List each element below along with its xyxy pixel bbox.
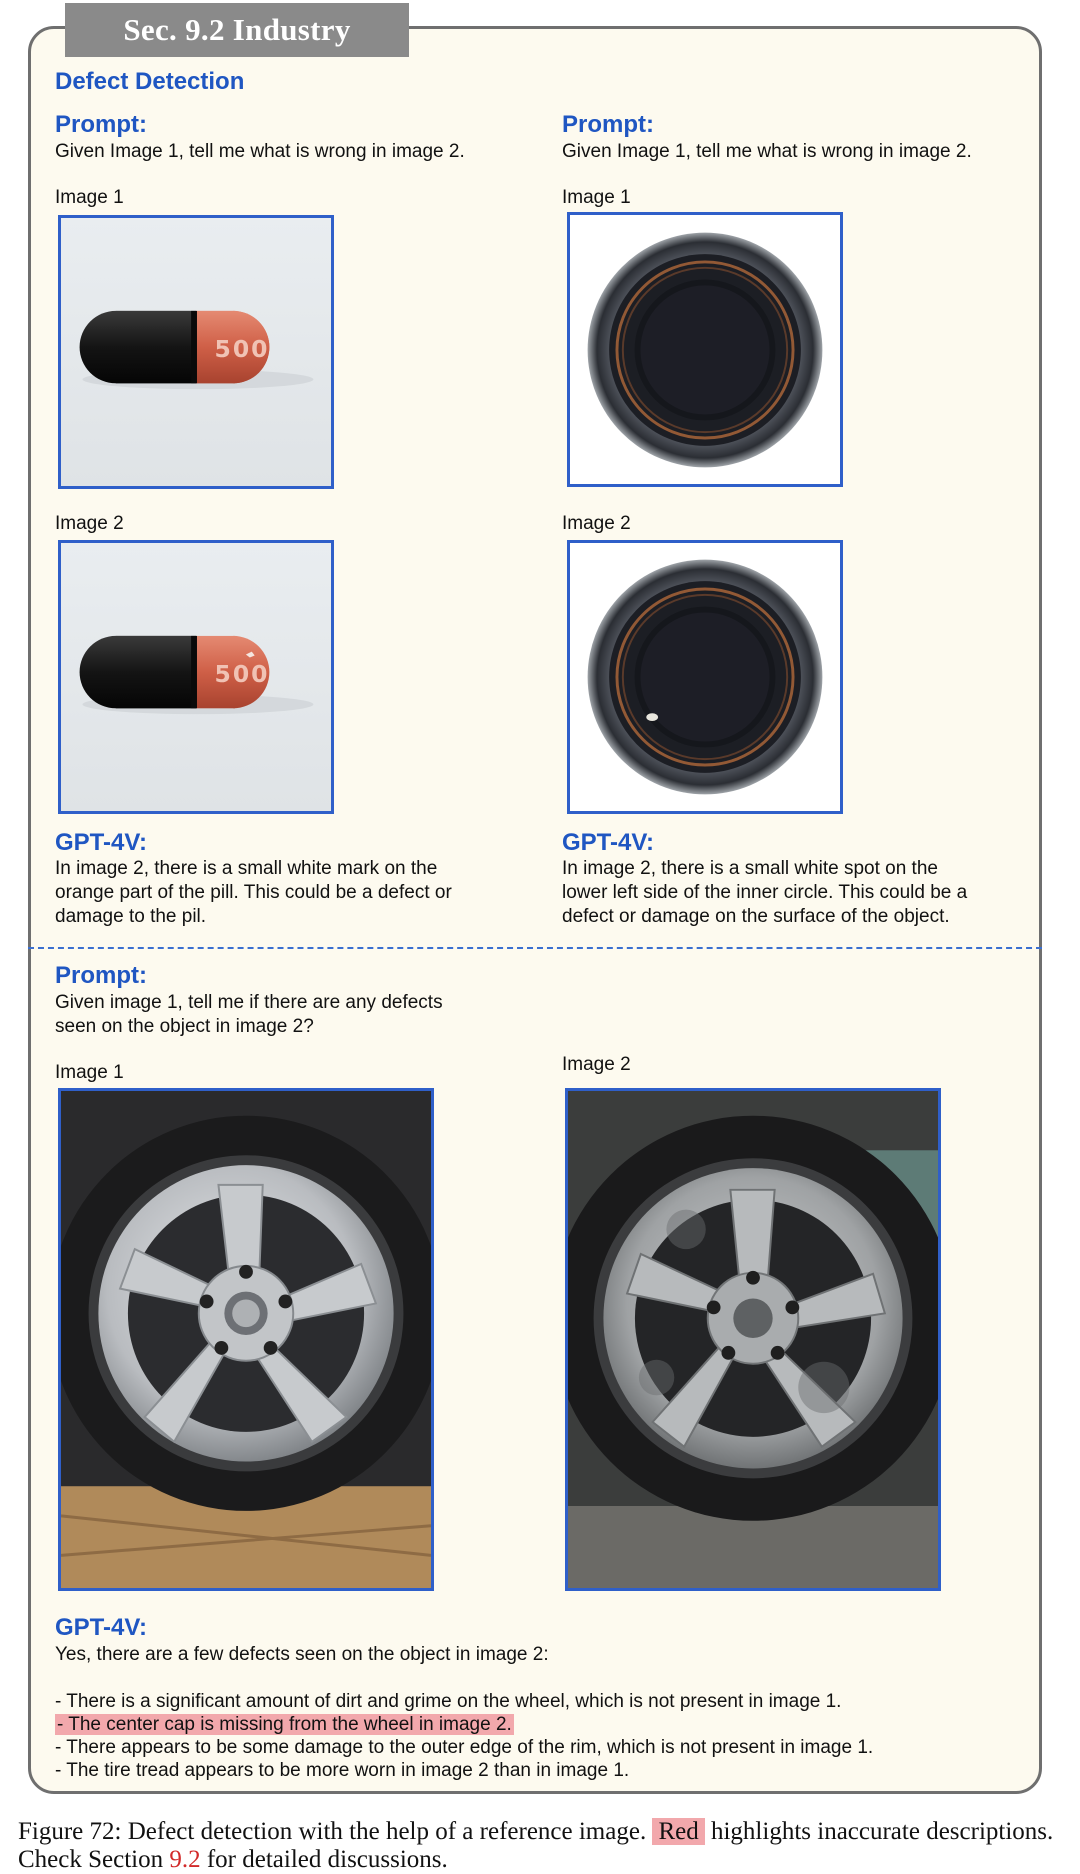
wheel-image-test — [565, 1088, 941, 1591]
response-intro-bottom: Yes, there are a few defects seen on the object in image 2: — [55, 1644, 549, 1665]
prompt-heading-right: Prompt: — [562, 111, 654, 138]
response-heading-bottom: GPT-4V: — [55, 1614, 148, 1641]
pill-image-reference — [58, 215, 334, 489]
response-heading-left: GPT-4V: — [55, 829, 148, 856]
image1-label-right: Image 1 — [562, 187, 631, 208]
image2-label-right: Image 2 — [562, 513, 631, 534]
image1-label-bottom: Image 1 — [55, 1062, 124, 1083]
caption-mid: highlights inaccurate descriptions. — [710, 1818, 1054, 1845]
ring-image-test — [567, 540, 843, 814]
caption-line2-prefix: Check Section — [18, 1846, 164, 1873]
caption-line-1 — [18, 1818, 1068, 1846]
image2-label-bottom: Image 2 — [562, 1054, 631, 1075]
prompt-line-bottom-2: seen on the object in image 2? — [55, 1016, 314, 1037]
inaccurate-highlight: - The center cap is missing from the wheel in image 2. — [57, 1714, 512, 1735]
defect-spot — [646, 713, 658, 721]
response-line-right-3: defect or damage on the surface of the object. — [562, 906, 950, 927]
prompt-heading-left: Prompt: — [55, 111, 147, 138]
figure-title: Defect Detection — [55, 68, 245, 95]
caption-red-word: Red — [652, 1818, 704, 1845]
prompt-line-bottom-1: Given image 1, tell me if there are any defects — [55, 992, 443, 1013]
response-line-left-2: orange part of the pill. This could be a defect or — [55, 882, 452, 903]
pill-imprint: 500 — [214, 334, 270, 363]
caption-prefix: Figure 72: Defect detection with the help of a reference image. — [18, 1818, 647, 1845]
response-line-left-3: damage to the pil. — [55, 906, 207, 927]
prompt-text-right: Given Image 1, tell me what is wrong in image 2. — [562, 141, 972, 162]
response-bullet-1: - There is a significant amount of dirt and grime on the wheel, which is not present in image 1. — [55, 1691, 842, 1712]
response-heading-right: GPT-4V: — [562, 829, 655, 856]
pill-imprint: 500 — [214, 659, 270, 688]
figure-caption — [18, 1818, 1068, 1874]
prompt-heading-bottom: Prompt: — [55, 962, 147, 989]
response-bullet-2-inaccurate — [55, 1713, 514, 1736]
response-line-right-2: lower left side of the inner circle. This could be a — [562, 882, 968, 903]
response-line-right-1: In image 2, there is a small white spot on the — [562, 858, 938, 879]
pill-image-test — [58, 540, 334, 814]
wheel-image-reference — [58, 1088, 434, 1591]
response-bullet-3: - There appears to be some damage to the outer edge of the rim, which is not present in image 1. — [55, 1737, 874, 1758]
section-tab: Sec. 9.2 Industry — [65, 3, 409, 57]
response-bullet-4: - The tire tread appears to be more worn in image 2 than in image 1. — [55, 1760, 630, 1781]
caption-line-2 — [18, 1846, 1068, 1874]
section-divider — [28, 947, 1042, 949]
section-link[interactable]: 9.2 — [169, 1846, 201, 1873]
response-line-left-1: In image 2, there is a small white mark on the — [55, 858, 438, 879]
image1-label-left: Image 1 — [55, 187, 124, 208]
prompt-text-left: Given Image 1, tell me what is wrong in image 2. — [55, 141, 465, 162]
image2-label-left: Image 2 — [55, 513, 124, 534]
ring-image-reference — [567, 212, 843, 487]
caption-line2-suffix: for detailed discussions. — [206, 1846, 448, 1873]
